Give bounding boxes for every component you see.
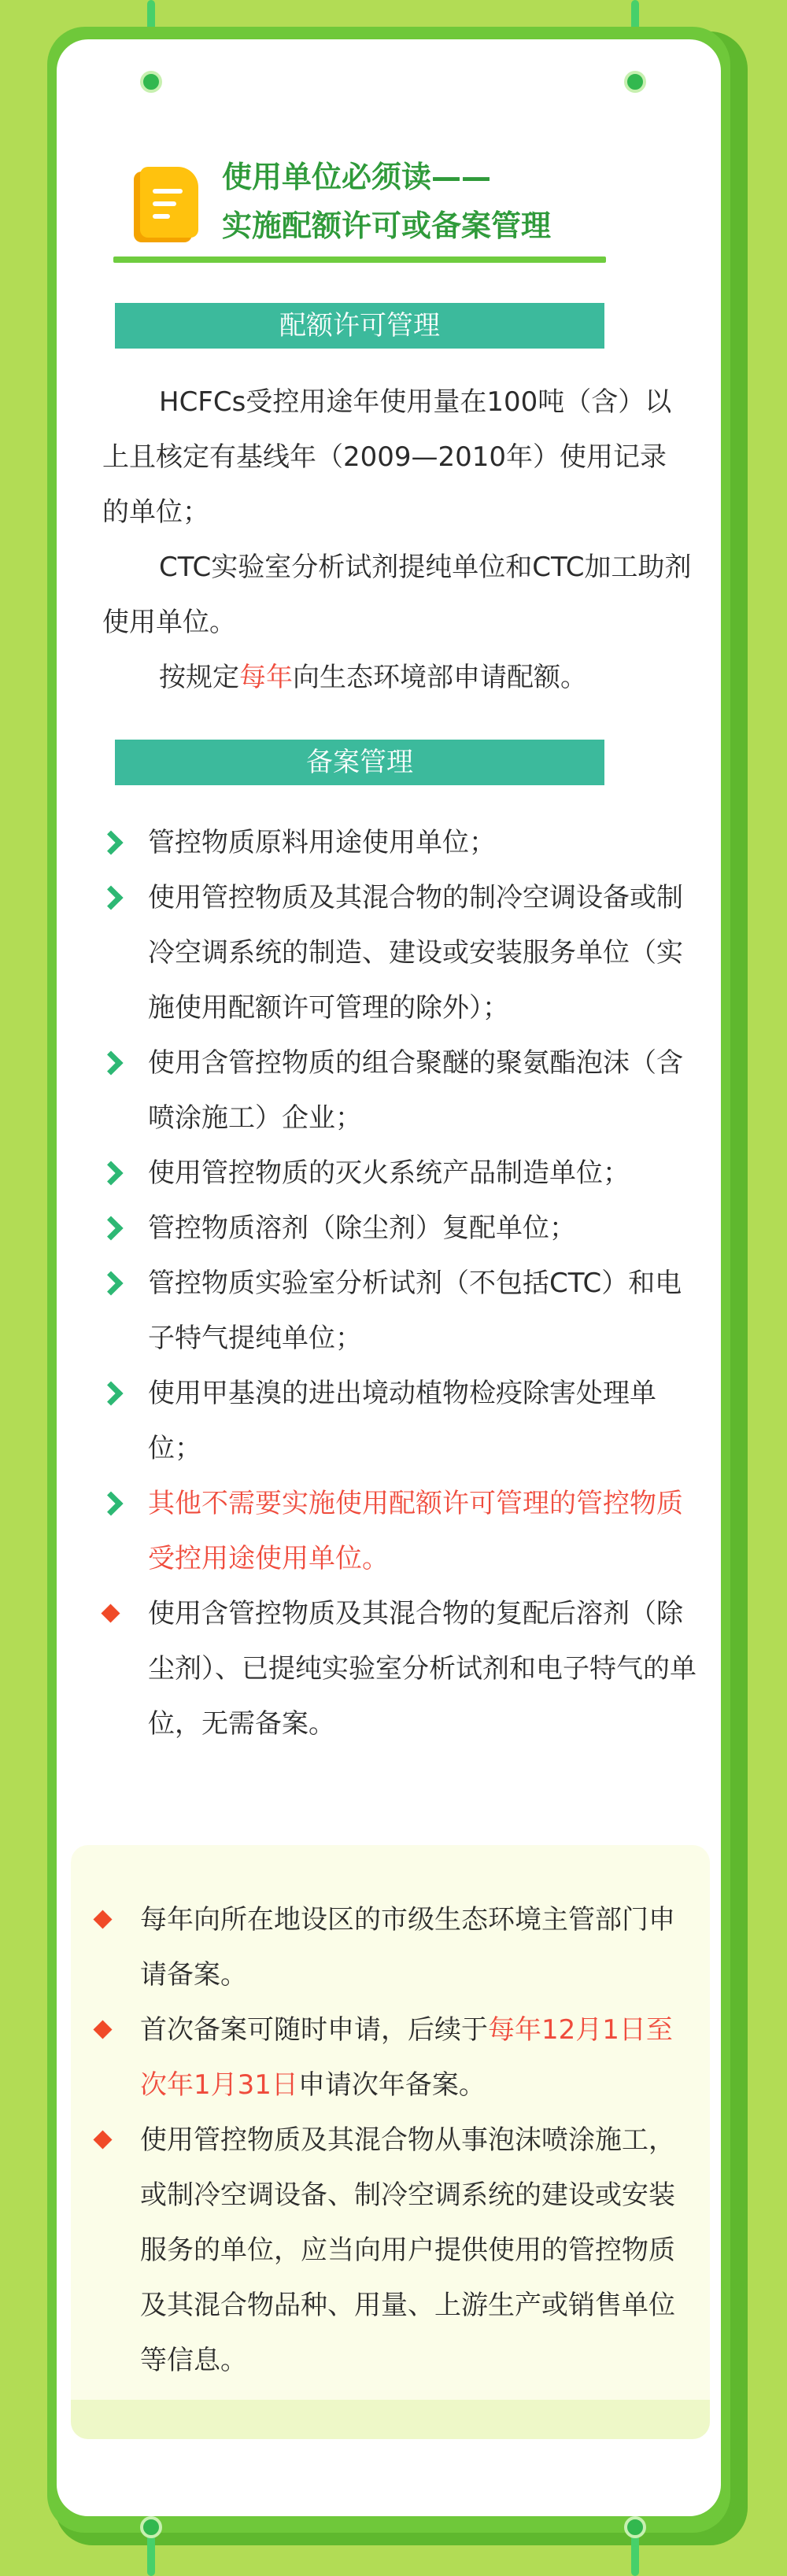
notes-box-wave [71, 2400, 710, 2439]
list-item-text: 管控物质溶剂（除尘剂）复配单位； [148, 1212, 576, 1244]
chevron-right-icon [102, 1495, 121, 1514]
note-text: 首次备案可随时申请，后续于 [140, 2014, 488, 2046]
list-item [102, 1035, 700, 1146]
list-item-text: 其他不需要实施使用配额许可管理的管控物质受控用途使用单位。 [148, 1488, 683, 1574]
bottom-left-knot [140, 2516, 162, 2538]
filing-list [102, 815, 700, 1751]
list-item-note [102, 1586, 700, 1751]
chevron-right-icon [102, 889, 121, 908]
list-item-text: 使用管控物质的灭火系统产品制造单位； [148, 1157, 630, 1189]
list-item [102, 815, 700, 870]
list-item-text: 使用甲基溴的进出境动植物检疫除害处理单位； [148, 1378, 656, 1464]
chevron-right-icon [102, 1054, 121, 1073]
list-item [102, 1256, 700, 1366]
title-line-1: 使用单位必须读—— [222, 160, 492, 194]
diamond-icon [102, 1605, 121, 1624]
note-text-end: 申请次年备案。 [297, 2069, 486, 2101]
diamond-icon [94, 2131, 113, 2150]
chevron-right-icon [102, 1385, 121, 1404]
paragraph-3-text-end: 向生态环境部申请配额。 [293, 662, 587, 693]
paragraph-1: HCFCs受控用途年使用量在100吨（含）以上且核定有基线年（2009—2010年）使用记录的单位； [102, 386, 672, 528]
chevron-right-icon [102, 834, 121, 853]
list-item-highlighted [102, 1476, 700, 1586]
diamond-icon [94, 2021, 113, 2040]
list-item [102, 870, 700, 1035]
note-highlight-dates: 每年12月1日至次年1月31日 [140, 2014, 673, 2101]
list-item-text: 使用管控物质及其混合物的制冷空调设备或制冷空调系统的制造、建设或安装服务单位（实施使用配额许可管理的除外）； [148, 882, 683, 1024]
note-item [94, 2113, 693, 2388]
note-text: 使用管控物质及其混合物从事泡沫喷涂施工，或制冷空调设备、制冷空调系统的建设或安装服务的单位，应当向用户提供使用的管控物质及其混合物品种、用量、上游生产或销售单位等信息。 [140, 2124, 675, 2376]
paragraph-2: CTC实验室分析试剂提纯单位和CTC加工助剂使用单位。 [102, 552, 692, 638]
section-banner-filing: 备案管理 [115, 740, 604, 785]
note-item [94, 1892, 693, 2002]
document-icon [140, 167, 198, 238]
list-item-text: 管控物质原料用途使用单位； [148, 827, 496, 858]
list-item [102, 1201, 700, 1256]
notes-list [94, 1892, 693, 2388]
highlight-every-year: 每年 [239, 662, 293, 693]
title-underline [113, 256, 606, 263]
title-line-2: 实施配额许可或备案管理 [222, 209, 552, 243]
top-right-knot [624, 71, 646, 93]
chevron-right-icon [102, 1220, 121, 1238]
top-left-knot [140, 71, 162, 93]
diamond-icon [94, 1911, 113, 1930]
note-item [94, 2002, 693, 2113]
list-item [102, 1366, 700, 1476]
list-item-text: 管控物质实验室分析试剂（不包括CTC）和电子特气提纯单位； [148, 1268, 682, 1354]
section-banner-quota: 配额许可管理 [115, 303, 604, 349]
paragraph-3-text: 按规定 [159, 662, 239, 693]
chevron-right-icon [102, 1275, 121, 1294]
bottom-right-knot [624, 2516, 646, 2538]
list-item-text: 使用含管控物质的组合聚醚的聚氨酯泡沫（含喷涂施工）企业； [148, 1047, 683, 1134]
paragraph-3 [102, 650, 693, 705]
list-item [102, 1146, 700, 1201]
page-title [222, 153, 663, 250]
list-item-text: 使用含管控物质及其混合物的复配后溶剂（除尘剂）、已提纯实验室分析试剂和电子特气的单位，无需备案。 [148, 1598, 696, 1740]
chevron-right-icon [102, 1164, 121, 1183]
note-text: 每年向所在地设区的市级生态环境主管部门申请备案。 [140, 1904, 675, 1991]
